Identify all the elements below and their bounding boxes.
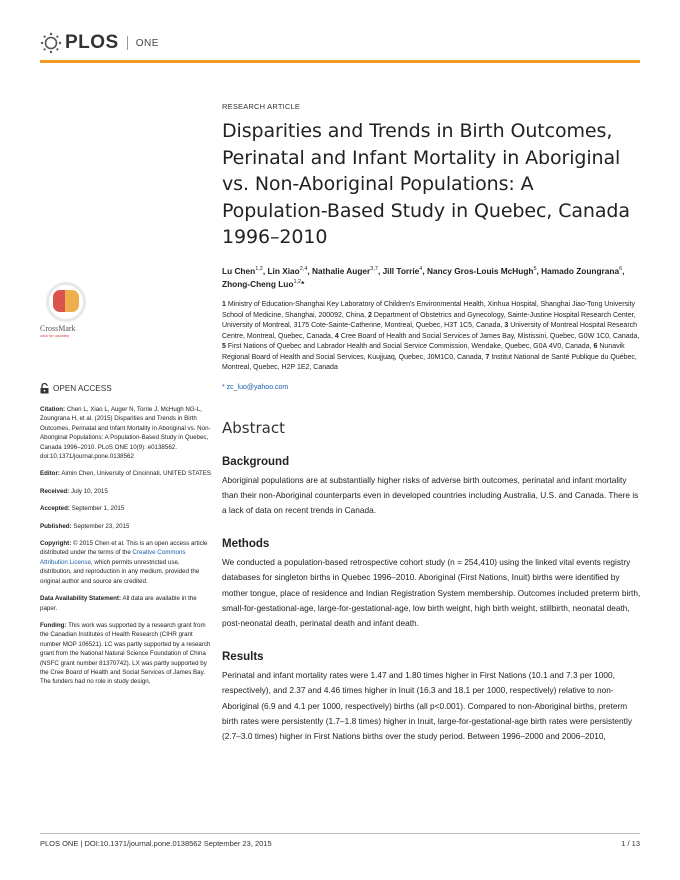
affiliations xyxy=(222,300,642,374)
copyright-label: Copyright: xyxy=(40,540,72,548)
data-availability-label: Data Availability Statement: xyxy=(40,595,122,603)
published-date: September 23, 2015 xyxy=(73,522,130,530)
funding-text: This work was supported by a research grant from the Canadian Institutes of Health Research (CIHR grant number MOP 106521). LC was partly supported by a research grant from the National Natural Science Foundation of China (NSFC grant number 81370742). LX was partly supported by the Cree Board of Health and Social Services of James Bay. The funders had no role in study design, xyxy=(40,621,211,686)
affiliation-number: 1 xyxy=(222,301,226,309)
funding-block xyxy=(40,621,212,687)
affiliation-text: Nunavik Regional Board of Health and Social Services, Kuujjuaq, Quebec, J0M1C0, Canada, xyxy=(222,343,625,361)
author-affiliation-marker: 2,4 xyxy=(299,265,308,272)
author-list xyxy=(222,264,642,291)
author-affiliation-marker: 1,2 xyxy=(293,278,302,285)
author-name: Jill Torrie xyxy=(382,265,420,276)
open-access-badge[interactable] xyxy=(40,383,212,394)
received-date: July 10, 2015 xyxy=(70,487,108,495)
author-separator: , xyxy=(377,265,383,276)
affiliation-text: University of Montreal Hospital Research Centre, Montreal, Quebec, Canada, xyxy=(222,322,638,340)
published-block xyxy=(40,522,212,531)
license-link[interactable]: Creative Commons Attribution License xyxy=(40,549,186,566)
section-paragraph: Perinatal and infant mortality rates were 1.47 and 1.80 times higher in First Nations (10.1 and 7.3 per 1000, respectively), and 2.37 and 4.46 times higher in Inuit (16.3 and 18.1 per 1000, respectively) relative to non-Aboriginal (6.9 and 4.1 per 1000, respectively) births (all p<0.001). Compared to non-Aboriginal births, preterm birth rates were persistently (1.7–1.8 times) higher in Inuit, large-for-gestational-age birth rates were persistently (2.7–3.0 times) higher in First Nations births over the study period. Between 1996–2000 and 2006–2010, xyxy=(222,669,632,742)
copyright-text-post: , which permits unrestricted use, distribution, and reproduction in any medium, provided the original author and source are credited. xyxy=(40,558,200,585)
accepted-block xyxy=(40,504,212,513)
citation-block xyxy=(40,405,212,461)
affiliation-number: 7 xyxy=(485,353,490,361)
article-type: RESEARCH ARTICLE xyxy=(222,102,301,111)
copyright-text-pre: © 2015 Chen et al. This is an open access article distributed under the terms of the xyxy=(40,540,208,557)
accepted-date: September 1, 2015 xyxy=(71,505,125,513)
journal-name: ONE xyxy=(135,37,159,49)
author-separator: , xyxy=(307,265,313,276)
crossmark-icon xyxy=(46,282,86,322)
author-name: Lin Xiao xyxy=(267,265,300,276)
section-heading: Background xyxy=(222,455,290,468)
section-paragraph: Aboriginal populations are at substantially higher risks of adverse birth outcomes, perinatal and infant mortality than their non-Aboriginal counterparts even in developed countries including Australia, U.S. and Canada. There is a lack of data on recent trends in Canada. xyxy=(222,474,639,516)
author-name: Nathalie Auger xyxy=(312,265,371,276)
published-label: Published: xyxy=(40,522,72,530)
author-name: Lu Chen xyxy=(222,265,256,276)
article-title: Disparities and Trends in Birth Outcomes, Perinatal and Infant Mortality in Aboriginal vs. Non-Aboriginal Populations: A Population-Based Study in Quebec, Canada 1996–2010 xyxy=(222,120,630,248)
affiliation-text: Institut National de Santé Publique du Québec, Montreal, Quebec, H2P 1E2, Canada xyxy=(222,353,637,372)
received-block xyxy=(40,487,212,496)
author-separator: * xyxy=(301,278,305,289)
editor-label: Editor: xyxy=(40,470,60,478)
section-heading: Methods xyxy=(222,537,270,550)
affiliation-number: 4 xyxy=(334,332,339,340)
crossmark-sublabel: click for updates xyxy=(40,333,69,338)
citation-text: Chen L, Xiao L, Auger N, Torrie J, McHugh NG-L, Zoungrana H, et al. (2015) Disparities and Trends in Birth Outcomes, Perinatal and Infant Mortality in Aboriginal vs. Non-Aboriginal Populations: A Population-Based Study in Quebec, Canada 1996–2010. PLoS ONE 10(9): e0138562. doi:10.1371/journal.pone.0138562 xyxy=(40,406,211,461)
affiliation-number: 6 xyxy=(593,343,598,351)
plos-sun-icon xyxy=(40,32,62,54)
affiliation-number: 3 xyxy=(504,322,509,330)
abstract-sections xyxy=(222,456,642,745)
abstract-heading: Abstract xyxy=(222,418,285,437)
author-affiliation-marker: 6 xyxy=(619,265,623,272)
data-availability-text: All data are available in the paper. xyxy=(40,595,197,612)
editor-text: Aimin Chen, University of Cincinnati, UNITED STATES xyxy=(61,470,212,478)
author-separator: , xyxy=(536,265,542,276)
author-separator: , xyxy=(262,265,268,276)
author-affiliation-marker: 4 xyxy=(419,265,423,272)
page-number: 1 / 13 xyxy=(621,839,640,848)
author-name: Hamado Zoungrana xyxy=(541,265,620,276)
citation-label: Citation: xyxy=(40,406,66,413)
data-availability-block xyxy=(40,594,212,613)
author-name: Nancy Gros-Louis McHugh xyxy=(426,265,534,276)
author-affiliation-marker: 3,7 xyxy=(370,265,378,272)
section-paragraph: We conducted a population-based retrospective cohort study (n = 254,410) using the linked vital events registry databases for singleton births in Quebec 1996–2010. Aboriginal (First Nations, Inuit) births were identified by mother tongue, place of residence and Indian Registration System membership. Outcomes included preterm birth, small-for-gestational-age, large-for-gestational-age, low birth weight, high birth weight, stillbirth, neonatal death, post-neonatal death, perinatal death and infant death. xyxy=(222,556,641,629)
plos-one-logo[interactable] xyxy=(40,32,159,54)
affiliation-text: Department of Obstetrics and Gynecology, Sainte-Justine Hospital Research Center, University of Montreal, 3175 Cote-Sainte-Catherine, Montreal, Quebec, H3T 1C5, Canada, xyxy=(222,311,636,330)
author-separator: , xyxy=(422,265,427,276)
affiliation-number: 5 xyxy=(222,343,226,351)
section-heading: Results xyxy=(222,650,264,663)
footer-citation: PLOS ONE | DOI:10.1371/journal.pone.0138562 September 23, 2015 xyxy=(40,839,272,848)
footer-rule xyxy=(40,833,640,834)
affiliation-text: Ministry of Education-Shanghai Key Laboratory of Children's Environmental Health, Xinhua Hospital, Shanghai Jiao-Tong University School of Medicine, Shanghai, 200092, China, xyxy=(222,301,636,319)
editor-block xyxy=(40,469,212,478)
affiliation-text: Cree Board of Health and Social Services of James Bay, Mistissini, Quebec, G0W 1C0, Canada, xyxy=(340,332,640,340)
author-name: Zhong-Cheng Luo xyxy=(222,278,294,289)
header-rule xyxy=(40,60,640,63)
affiliation-text: First Nations of Quebec and Labrador Health and Social Service Commission, Wendake, Quebec, G0A 4V0, Canada, xyxy=(227,343,592,351)
funding-label: Funding: xyxy=(40,621,67,629)
received-label: Received: xyxy=(40,487,70,495)
corresponding-email[interactable]: * zc_luo@yahoo.com xyxy=(222,383,289,391)
author-separator: , xyxy=(622,265,625,276)
logo-wordmark: PLOS xyxy=(65,32,119,53)
open-lock-icon xyxy=(40,383,49,394)
crossmark-badge[interactable] xyxy=(40,282,100,338)
copyright-block xyxy=(40,539,212,586)
crossmark-label: CrossMark xyxy=(40,324,76,333)
logo-divider xyxy=(127,36,128,50)
accepted-label: Accepted: xyxy=(40,505,70,513)
article-main xyxy=(222,102,642,745)
affiliation-number: 2 xyxy=(367,311,372,319)
open-access-label: OPEN ACCESS xyxy=(53,383,112,393)
author-affiliation-marker: 1,2 xyxy=(255,265,263,272)
article-info-sidebar xyxy=(40,383,212,695)
author-affiliation-marker: 5 xyxy=(533,265,537,272)
